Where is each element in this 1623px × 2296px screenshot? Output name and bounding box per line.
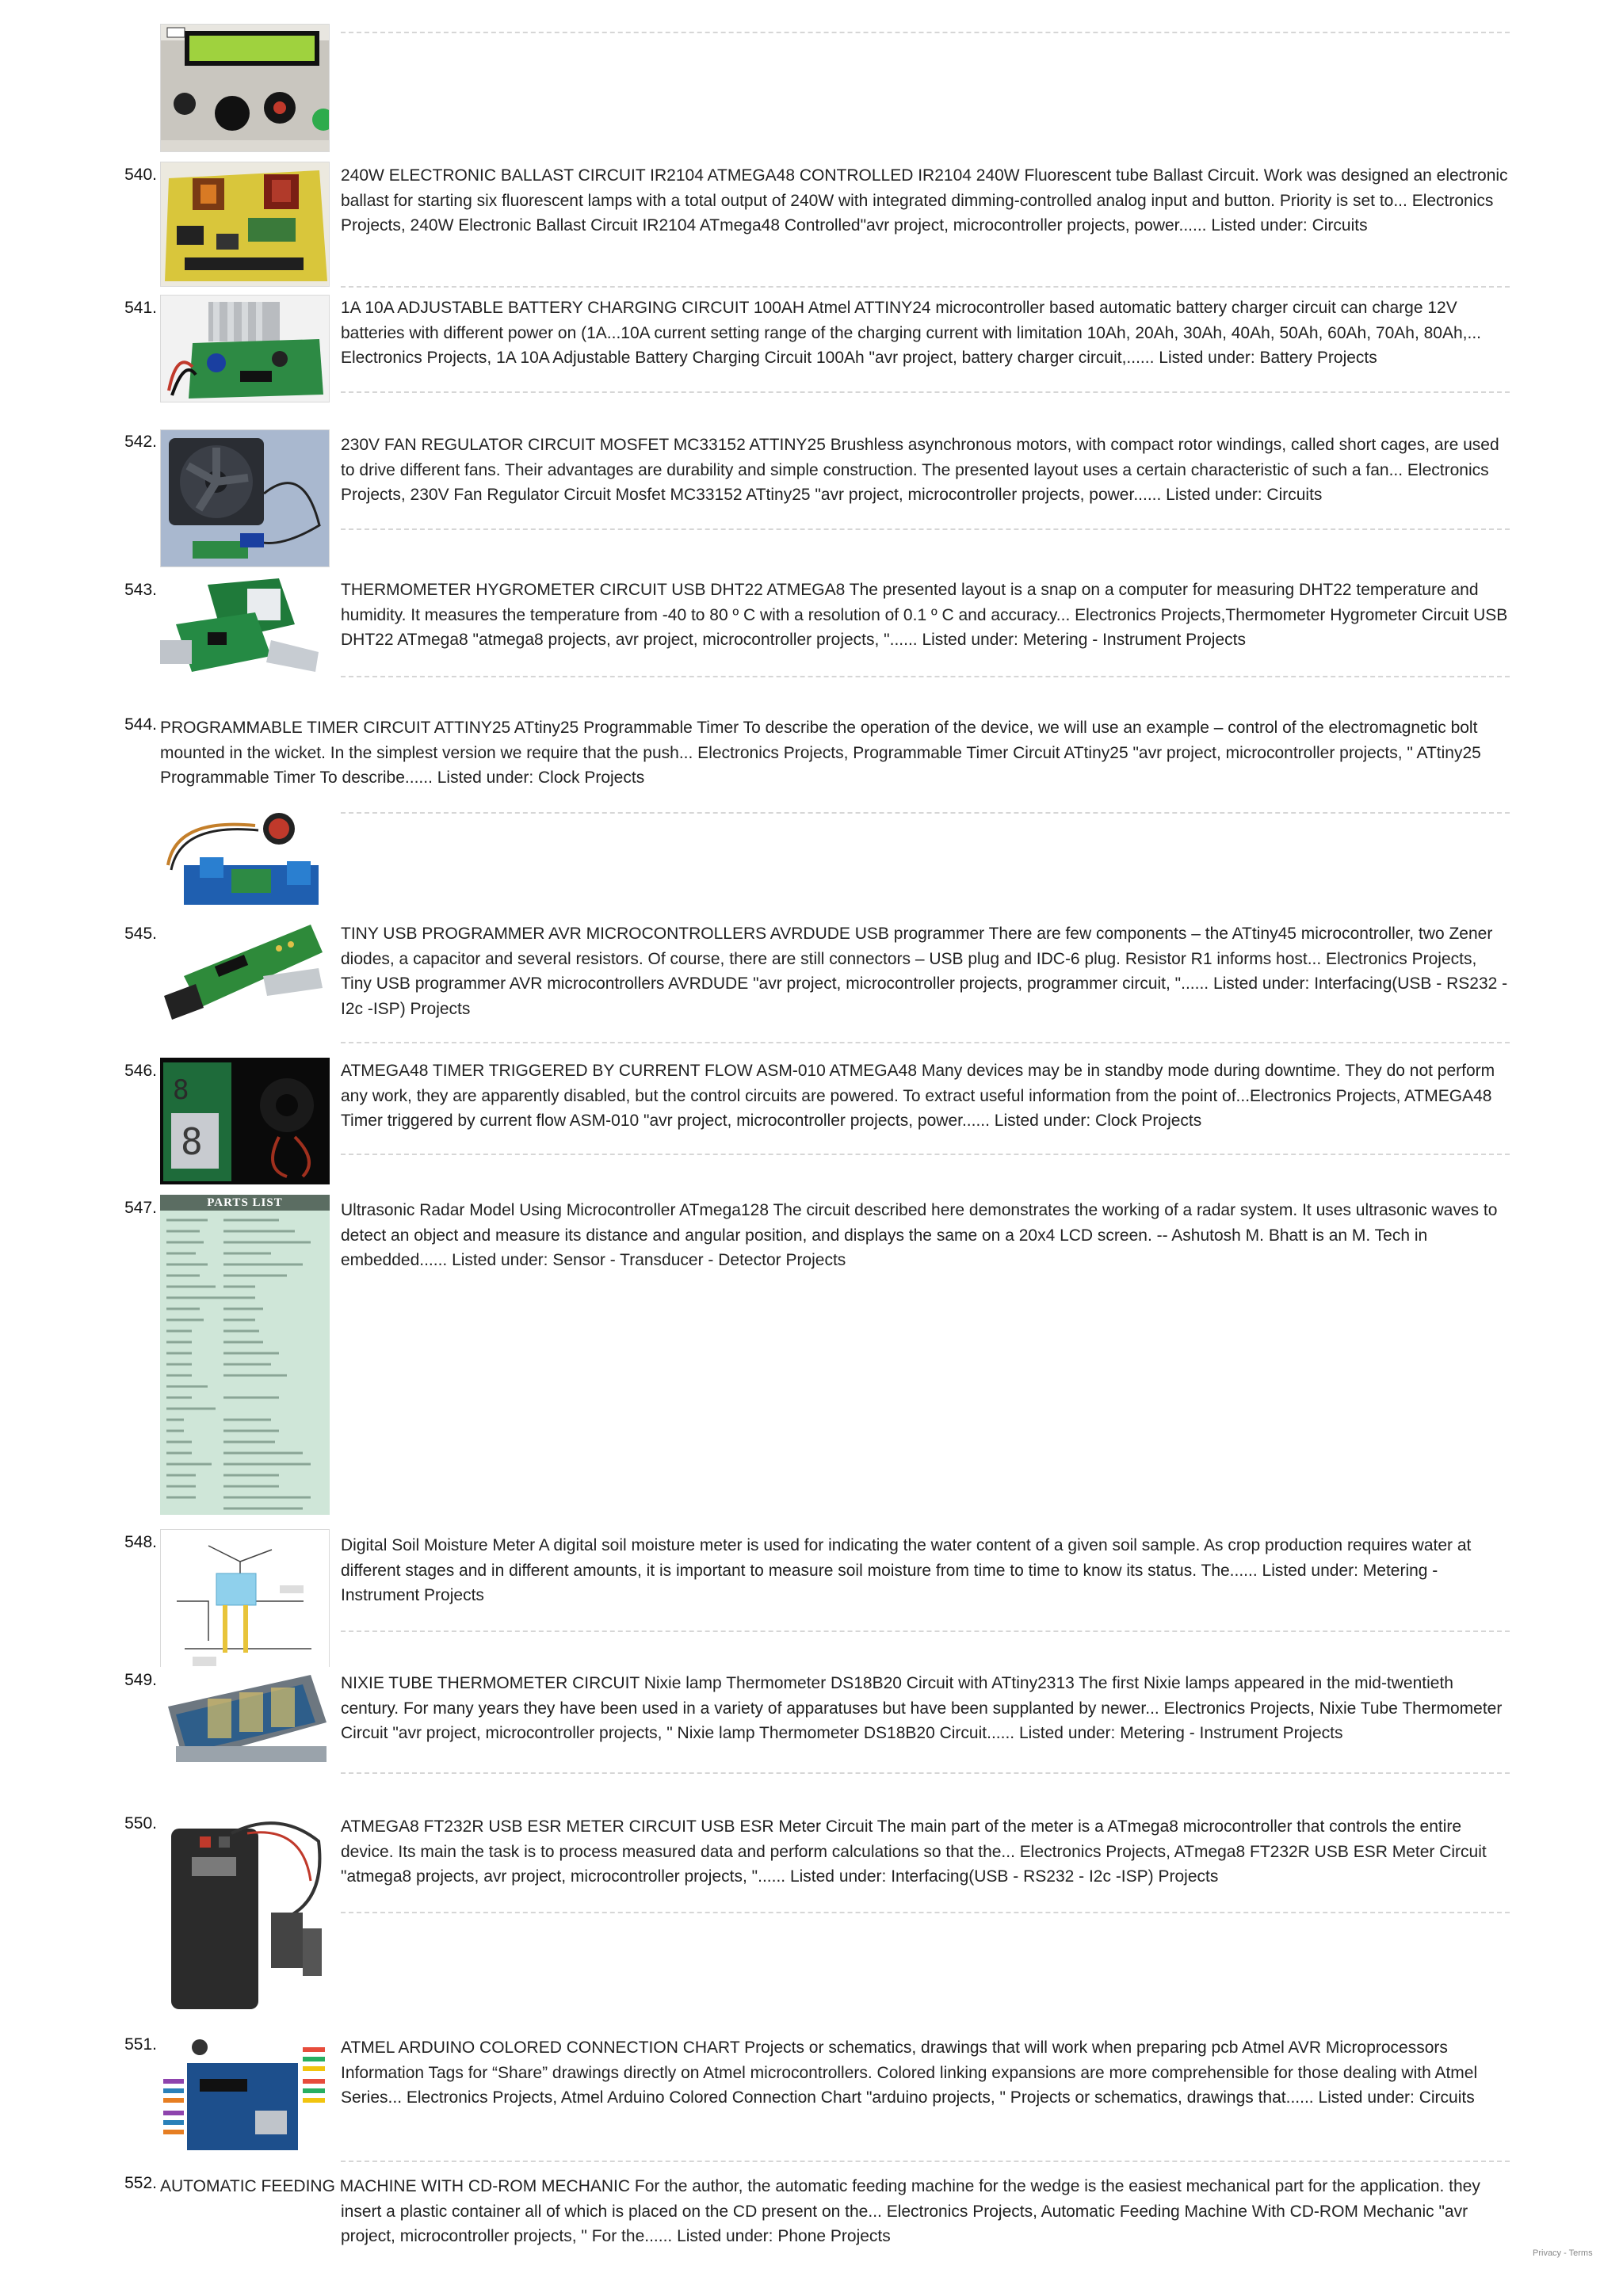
item-number: 552. [124, 2174, 157, 2192]
fan-regulator-image [161, 430, 330, 567]
item-thumbnail[interactable] [160, 162, 330, 287]
separator [341, 32, 1510, 33]
item-number: 542. [124, 433, 157, 451]
item-thumbnail[interactable] [160, 1058, 330, 1184]
separator [341, 676, 1510, 677]
item-thumbnail[interactable] [160, 295, 330, 402]
separator [341, 1912, 1510, 1913]
item-number: 550. [124, 1814, 157, 1833]
item-thumbnail[interactable] [160, 1529, 330, 1672]
separator [341, 1154, 1510, 1155]
previous-item-thumbnail[interactable] [160, 24, 330, 152]
timer-board-image [160, 802, 330, 911]
parts-list-title: PARTS LIST [160, 1195, 330, 1211]
separator [341, 1042, 1510, 1043]
item-thumbnail[interactable] [160, 802, 330, 911]
separator [341, 1630, 1510, 1632]
item-description[interactable]: 230V FAN REGULATOR CIRCUIT MOSFET MC33152 ATTINY25 Brushless asynchronous motors, with compact rotor windings, called short cages, are used to drive different fans. Their advantages are durability and simple construction. The presented layout uses a certain characteristic of such a fan... Electronics Projects, 230V Fan Regulator Circuit Mosfet MC33152 ATtiny25 "avr project, microcontroller projects, power...... Listed under: Circuits [341, 436, 1499, 504]
item-description[interactable]: 240W ELECTRONIC BALLAST CIRCUIT IR2104 ATMEGA48 CONTROLLED IR2104 240W Fluorescent tube Ballast Circuit. Work was designed an electronic ballast for starting six fluorescent lamps with a total output of 240W with integrated dimming-controlled analog input and button. Priority is set to... Electronics Projects, 240W Electronic Ballast Circuit IR2104 ATmega48 Controlled"avr project, microcontroller projects, power...... Listed under: Circuits [341, 166, 1508, 235]
item-description[interactable]: Ultrasonic Radar Model Using Microcontroller ATmega128 The circuit described here demonstrates the working of a radar system. It uses ultrasonic waves to detect an object and measure its distance and angular position, and displays the same on a 20x4 LCD screen. -- Ashutosh M. Bhatt is an M. Tech in embedded...... Listed under: Sensor - Transducer - Detector Projects [341, 1201, 1498, 1269]
item-thumbnail[interactable] [160, 1667, 330, 1772]
ballast-board-image [161, 162, 330, 287]
separator [341, 528, 1510, 530]
item-thumbnail[interactable] [160, 2031, 330, 2160]
item-description[interactable]: NIXIE TUBE THERMOMETER CIRCUIT Nixie lamp Thermometer DS18B20 Circuit with ATtiny2313 The first Nixie lamps appeared in the mid-twentieth century. For many years they have been used in a variety of apparatuses but have been supplanted by newer... Electronics Projects, Nixie Tube Thermometer Circuit "avr project, microcontroller projects, " Nixie lamp Thermometer DS18B20 Circuit...... Listed under: Metering - Instrument Projects [341, 1674, 1503, 1742]
item-description[interactable]: ATMEGA8 FT232R USB ESR METER CIRCUIT USB ESR Meter Circuit The main part of the meter is a ATmega8 microcontroller that controls the entire device. Its main the task is to process measured data and perform calculations so that the... Electronics Projects, ATmega8 FT232R USB ESR Meter Circuit "atmega8 projects, avr project, microcontroller projects, "...... Listed under: Interfacing(USB - RS232 - I2c -ISP) Projects [341, 1817, 1487, 1886]
item-thumbnail[interactable] [160, 1810, 330, 2012]
item-number: 548. [124, 1533, 157, 1551]
item-thumbnail[interactable] [160, 1195, 330, 1515]
item-number: 545. [124, 925, 157, 943]
item-number: 540. [124, 166, 157, 184]
item-number: 547. [124, 1199, 157, 1217]
terms-link[interactable]: Terms [1568, 2248, 1593, 2258]
item-description[interactable]: Digital Soil Moisture Meter A digital soil moisture meter is used for indicating the water content of a given soil sample. As crop production requires water at different stages and in different amounts, it is important to measure soil moisture from time to time to know its status. The...... Listed under: Metering - Instrument Projects [341, 1536, 1472, 1604]
item-description[interactable]: ATMEGA48 TIMER TRIGGERED BY CURRENT FLOW ASM-010 ATMEGA48 Many devices may be in standby mode during downtime. They do not perform any work, they are apparently disabled, but the control circuits are powered. To extract useful information from the point of...Electronics Projects, ATMEGA48 Timer triggered by current flow ASM-010 "avr project, microcontroller projects, power...... Listed under: Clock Projects [341, 1062, 1495, 1130]
item-thumbnail[interactable] [160, 921, 330, 1024]
item-description[interactable]: 1A 10A ADJUSTABLE BATTERY CHARGING CIRCUIT 100AH Atmel ATTINY24 microcontroller based automatic battery charger circuit can charge 12V batteries with different power on (1A...10A current setting range of the charging current with limitation 10Ah, 20Ah, 30Ah, 40Ah, 50Ah, 60Ah, 70Ah, 80Ah,... Electronics Projects, 1A 10A Adjustable Battery Charging Circuit 100Ah "avr project, battery charger circuit,...... Listed under: Battery Projects [341, 299, 1481, 367]
usb-programmer-image [160, 921, 330, 1024]
item-number: 551. [124, 2035, 157, 2054]
item-description[interactable]: ATMEL ARDUINO COLORED CONNECTION CHART Projects or schematics, drawings that will work when preparing pcb Atmel AVR Microprocessors Information Tags for “Share” drawings directly on Atmel microcontrollers. Colored linking expansions are more comprehensible for those dealing with Atmel Series... Electronics Projects, Atmel Arduino Colored Connection Chart "arduino projects, " Projects or schematics, drawings that...... Listed under: Circuits [341, 2039, 1478, 2107]
soil-moisture-schematic-image [161, 1530, 330, 1672]
separator [341, 391, 1510, 393]
parts-list-table-image [160, 1211, 330, 1515]
recaptcha-links [1533, 2248, 1593, 2258]
item-number: 543. [124, 581, 157, 599]
svg-text:8: 8 [181, 1120, 203, 1163]
current-timer-image [160, 1058, 330, 1184]
item-description[interactable]: AUTOMATIC FEEDING MACHINE WITH CD-ROM MECHANIC For the author, the automatic feeding machine for the wedge is the easiest mechanical part for the application. they insert a plastic container all of which is placed on the CD present on the... Electronics Projects, Automatic Feeding Machine With CD-ROM Mechanic "avr project, microcontroller projects, " For the...... Listed under: Phone Projects [160, 2177, 1480, 2245]
item-description[interactable]: PROGRAMMABLE TIMER CIRCUIT ATTINY25 ATtiny25 Programmable Timer To describe the operation of the device, we will use an example – control of the electromagnetic bolt mounted in the wicket. In the simplest version we require that the push... Electronics Projects, Programmable Timer Circuit ATtiny25 "avr project, microcontroller projects, " ATtiny25 Programmable Timer To describe...... Listed under: Clock Projects [160, 719, 1481, 787]
lcd-panel-image [161, 25, 330, 152]
item-description[interactable]: TINY USB PROGRAMMER AVR MICROCONTROLLERS AVRDUDE USB programmer There are few components – the ATtiny45 microcontroller, two Zener diodes, a capacitor and several resistors. Of course, there are still connectors – USB plug and IDC-6 plug. Resistor R1 informs host... Electronics Projects, Tiny USB programmer AVR microcontrollers AVRDUDE "avr project, microcontroller projects, programmer circuit, "...... Listed under: Interfacing(USB - RS232 - I2c -ISP) Projects [341, 925, 1508, 1018]
nixie-thermometer-image [160, 1667, 330, 1772]
separator [341, 286, 1510, 288]
link-separator: - [1561, 2248, 1569, 2258]
item-number: 546. [124, 1062, 157, 1080]
item-description[interactable]: THERMOMETER HYGROMETER CIRCUIT USB DHT22 ATMEGA8 The presented layout is a snap on a computer for measuring DHT22 temperature and humidity. It measures the temperature from -40 to 80 º C with a resolution of 0.1 º C and accuracy... Electronics Projects,Thermometer Hygrometer Circuit USB DHT22 ATmega8 "atmega8 projects, avr project, microcontroller projects, "...... Listed under: Metering - Instrument Projects [341, 581, 1508, 649]
separator [341, 2161, 1510, 2162]
usb-thermometer-image [160, 577, 330, 684]
svg-text:8: 8 [173, 1074, 189, 1106]
item-thumbnail[interactable] [160, 577, 330, 684]
esr-meter-image [160, 1810, 330, 2012]
item-number: 549. [124, 1671, 157, 1689]
separator [341, 812, 1510, 814]
privacy-link[interactable]: Privacy [1533, 2248, 1562, 2258]
item-number: 541. [124, 299, 157, 317]
charger-board-image [161, 296, 330, 402]
separator [341, 1772, 1510, 1774]
item-thumbnail[interactable] [160, 429, 330, 567]
arduino-chart-image [160, 2031, 330, 2160]
item-number: 544. [124, 715, 157, 734]
